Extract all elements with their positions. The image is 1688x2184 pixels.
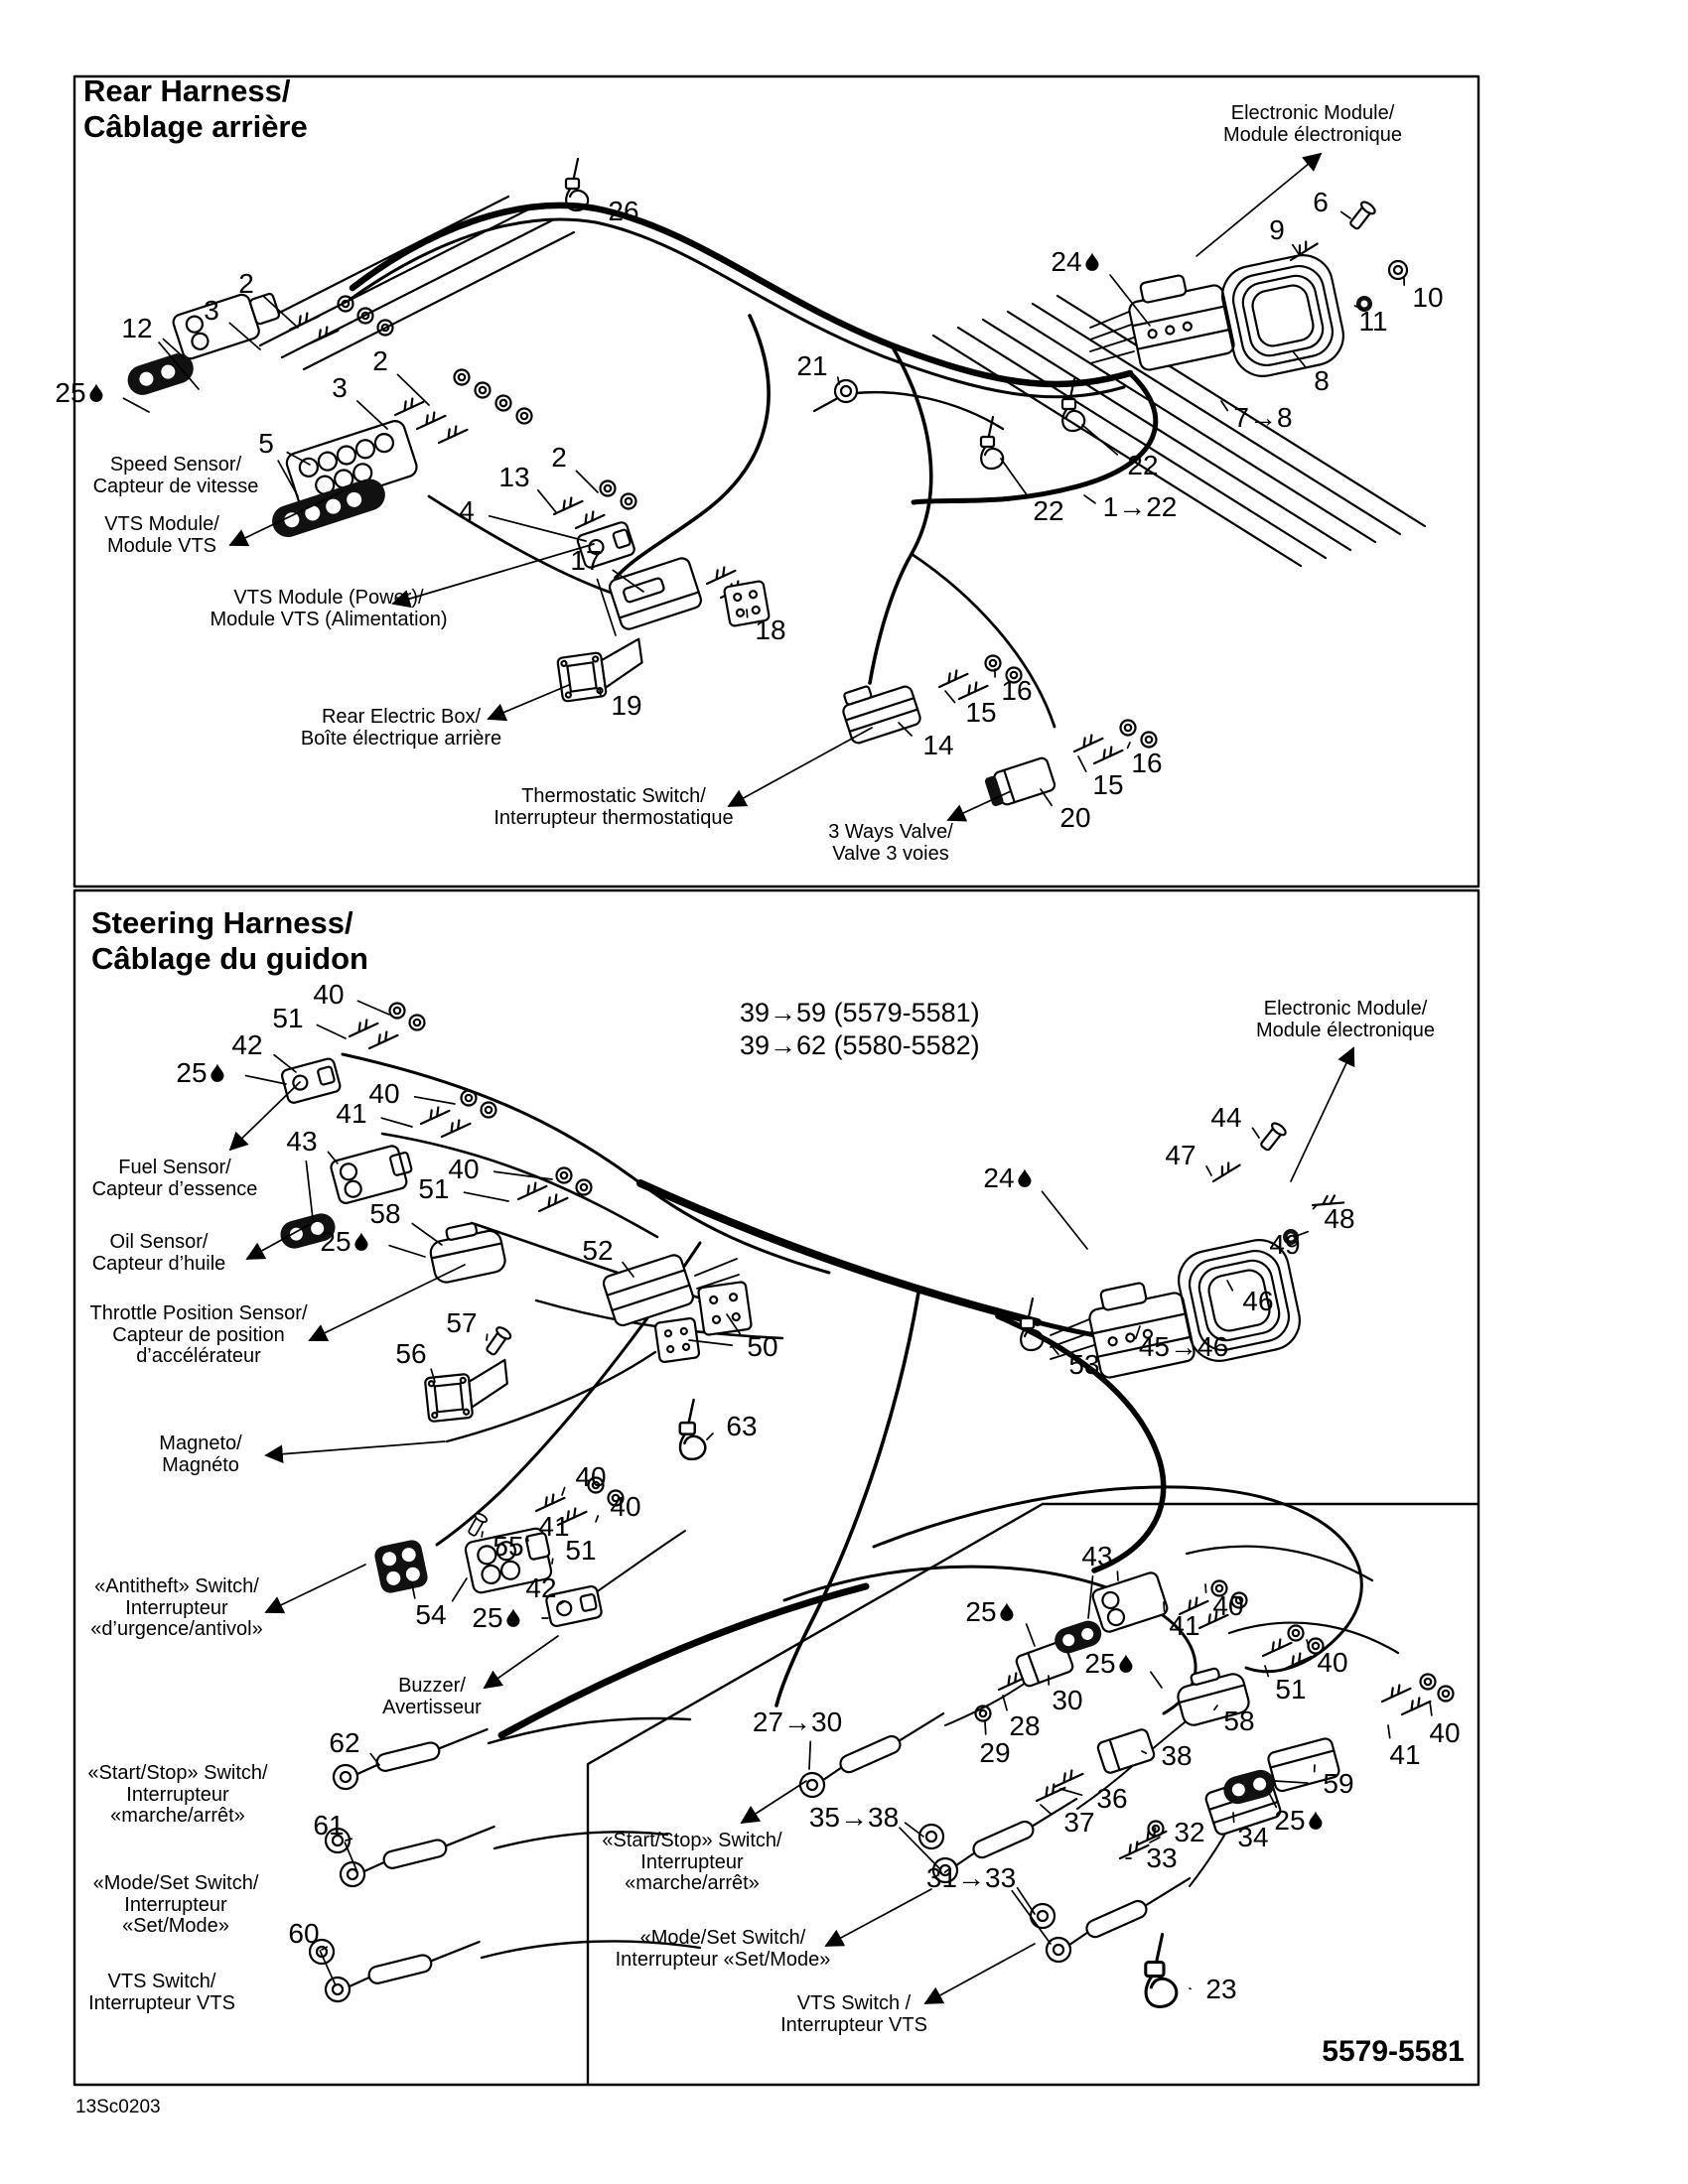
callout-54: 54 bbox=[415, 1599, 447, 1630]
callout-42: 42 bbox=[525, 1572, 557, 1603]
steering-label-oil-sensor: Oil Sensor/ Capteur d’huile bbox=[91, 1231, 226, 1275]
callout-28: 28 bbox=[1009, 1710, 1041, 1741]
callout-6: 6 bbox=[1313, 187, 1329, 217]
callout-2: 2 bbox=[551, 442, 567, 473]
callout-7-to-8: 7→8 bbox=[1233, 402, 1293, 433]
rear-label-vts-module-power: VTS Module (Power)/ Module VTS (Alimentation) bbox=[210, 587, 448, 630]
callout-16: 16 bbox=[1001, 675, 1033, 706]
callout-40: 40 bbox=[1317, 1647, 1348, 1678]
steering-label-mode-set-switch-left: «Mode/Set Switch/ Interrupteur «Set/Mode» bbox=[92, 1872, 259, 1937]
drawing-code: 13Sc0203 bbox=[75, 2097, 161, 2117]
callout-25: 25 bbox=[176, 1059, 224, 1087]
oil-drop-icon bbox=[1085, 251, 1100, 273]
steering-label-start-stop-switch-left: «Start/Stop» Switch/ Interrupteur «marche/arrêt» bbox=[87, 1762, 268, 1827]
oil-drop-icon bbox=[89, 382, 104, 404]
callout-16: 16 bbox=[1131, 748, 1163, 778]
callout-4: 4 bbox=[459, 495, 475, 526]
steering-label-electronic-module: Electronic Module/ Module électronique bbox=[1255, 998, 1436, 1041]
callout-40: 40 bbox=[1212, 1590, 1244, 1621]
callout-18: 18 bbox=[755, 614, 786, 645]
callout-38: 38 bbox=[1161, 1740, 1193, 1771]
callout-25: 25 bbox=[965, 1598, 1014, 1626]
oil-drop-icon bbox=[211, 1062, 225, 1084]
callout-61: 61 bbox=[313, 1810, 345, 1841]
callout-32: 32 bbox=[1174, 1817, 1205, 1847]
steering-label-antitheft-switch: «Antitheft» Switch/ Interrupteur «d’urgence/antivol» bbox=[90, 1575, 263, 1640]
steering-label-fuel-sensor: Fuel Sensor/ Capteur d’essence bbox=[91, 1157, 258, 1200]
callout-13: 13 bbox=[498, 462, 530, 492]
callout-15: 15 bbox=[1092, 769, 1124, 800]
callout-36: 36 bbox=[1096, 1783, 1128, 1814]
oil-drop-icon bbox=[1018, 1167, 1033, 1189]
rear-title-line-fr: Câblage arrière bbox=[83, 109, 308, 144]
callout-23: 23 bbox=[1205, 1974, 1237, 2004]
oil-drop-icon bbox=[354, 1231, 369, 1253]
callout-60: 60 bbox=[288, 1918, 320, 1949]
rear-label-thermostatic-switch: Thermostatic Switch/ Interrupteur thermostatique bbox=[493, 785, 734, 829]
oil-drop-icon bbox=[1000, 1601, 1015, 1623]
callout-1-to-22: 1→22 bbox=[1102, 491, 1178, 522]
callout-5: 5 bbox=[258, 428, 274, 459]
rear-harness-title bbox=[83, 73, 308, 145]
rear-label-rear-electric-box: Rear Electric Box/ Boîte électrique arrière bbox=[300, 706, 502, 750]
rear-label-three-ways-valve: 3 Ways Valve/ Valve 3 voies bbox=[828, 821, 953, 865]
oil-drop-icon bbox=[1119, 1653, 1134, 1675]
callout-19: 19 bbox=[611, 690, 642, 721]
callout-14: 14 bbox=[922, 730, 954, 760]
callout-59: 59 bbox=[1323, 1768, 1354, 1799]
callout-58: 58 bbox=[369, 1198, 401, 1229]
callout-25: 25 bbox=[472, 1604, 520, 1632]
model-number: 5579-5581 bbox=[1322, 2035, 1465, 2068]
callout-51: 51 bbox=[565, 1535, 597, 1566]
callout-49: 49 bbox=[1269, 1229, 1301, 1260]
oil-drop-icon bbox=[1309, 1810, 1324, 1832]
callout-25: 25 bbox=[1274, 1807, 1323, 1835]
callout-40: 40 bbox=[368, 1078, 400, 1109]
callout-46: 46 bbox=[1242, 1286, 1274, 1316]
steering-label-vts-switch-left: VTS Switch/ Interrupteur VTS bbox=[88, 1971, 235, 2014]
variant-note-line-2: 39→62 (5580-5582) bbox=[740, 1030, 980, 1060]
callout-51: 51 bbox=[272, 1003, 304, 1033]
rear-title-line-en: Rear Harness/ bbox=[83, 73, 291, 108]
steering-label-throttle-position-sensor: Throttle Position Sensor/ Capteur de position d’accélérateur bbox=[89, 1302, 308, 1367]
rear-label-vts-module: VTS Module/ Module VTS bbox=[104, 513, 219, 557]
callout-22: 22 bbox=[1033, 495, 1064, 526]
steering-label-buzzer: Buzzer/ Avertisseur bbox=[382, 1675, 482, 1718]
callout-25: 25 bbox=[1084, 1650, 1133, 1678]
callout-55: 55 bbox=[492, 1531, 524, 1562]
callout-3: 3 bbox=[332, 372, 348, 403]
steering-variant-note bbox=[740, 997, 980, 1062]
callout-31-to-33: 31→33 bbox=[925, 1862, 1017, 1893]
callout-24: 24 bbox=[983, 1164, 1032, 1192]
callout-62: 62 bbox=[329, 1727, 360, 1758]
callout-34: 34 bbox=[1237, 1822, 1269, 1852]
callout-50: 50 bbox=[747, 1331, 778, 1362]
callout-45-to-46: 45→46 bbox=[1138, 1331, 1229, 1362]
steering-label-vts-switch-mid: VTS Switch / Interrupteur VTS bbox=[780, 1992, 927, 2036]
callout-21: 21 bbox=[796, 350, 828, 381]
callout-40: 40 bbox=[610, 1491, 641, 1522]
callout-25: 25 bbox=[55, 379, 103, 407]
callout-41: 41 bbox=[1169, 1610, 1200, 1641]
callout-41: 41 bbox=[1389, 1739, 1421, 1770]
callout-56: 56 bbox=[395, 1338, 427, 1369]
steering-label-start-stop-switch-mid: «Start/Stop» Switch/ Interrupteur «marche/arrêt» bbox=[602, 1830, 782, 1894]
steering-label-magneto: Magneto/ Magnéto bbox=[159, 1433, 242, 1476]
callout-51: 51 bbox=[1275, 1674, 1307, 1705]
callout-15: 15 bbox=[965, 697, 997, 728]
callout-17: 17 bbox=[570, 545, 602, 576]
variant-note-line-1: 39→59 (5579-5581) bbox=[740, 998, 980, 1027]
steering-title-line-fr: Câblage du guidon bbox=[91, 941, 368, 976]
callout-30: 30 bbox=[1052, 1685, 1083, 1715]
callout-24: 24 bbox=[1051, 248, 1099, 276]
steering-harness-title bbox=[91, 905, 368, 977]
rear-label-speed-sensor: Speed Sensor/ Capteur de vitesse bbox=[92, 454, 259, 497]
callout-41: 41 bbox=[538, 1511, 570, 1542]
callout-37: 37 bbox=[1063, 1807, 1095, 1838]
callout-53: 53 bbox=[1068, 1349, 1100, 1380]
callout-41: 41 bbox=[336, 1098, 367, 1129]
rear-label-electronic-module: Electronic Module/ Module électronique bbox=[1222, 102, 1403, 146]
callout-57: 57 bbox=[446, 1307, 478, 1338]
callout-44: 44 bbox=[1210, 1102, 1242, 1133]
callout-63: 63 bbox=[726, 1411, 758, 1441]
callout-42: 42 bbox=[231, 1029, 263, 1060]
callout-43: 43 bbox=[1081, 1541, 1113, 1571]
callout-47: 47 bbox=[1165, 1140, 1196, 1170]
callout-25: 25 bbox=[320, 1228, 368, 1256]
callout-51: 51 bbox=[418, 1173, 450, 1204]
callout-40: 40 bbox=[448, 1154, 480, 1184]
callout-2: 2 bbox=[372, 345, 388, 376]
callout-33: 33 bbox=[1146, 1843, 1178, 1873]
callout-48: 48 bbox=[1324, 1203, 1355, 1234]
callout-22: 22 bbox=[1127, 450, 1159, 480]
callout-35-to-38: 35→38 bbox=[808, 1802, 900, 1833]
callout-26: 26 bbox=[608, 196, 639, 226]
callout-9: 9 bbox=[1269, 214, 1285, 245]
steering-title-line-en: Steering Harness/ bbox=[91, 905, 353, 940]
callout-29: 29 bbox=[979, 1737, 1011, 1768]
callout-10: 10 bbox=[1412, 282, 1444, 313]
callout-20: 20 bbox=[1059, 802, 1091, 833]
steering-label-mode-set-switch-mid: «Mode/Set Switch/ Interrupteur «Set/Mode» bbox=[615, 1927, 831, 1971]
callout-52: 52 bbox=[582, 1235, 614, 1266]
callout-43: 43 bbox=[286, 1126, 318, 1157]
callout-27-to-30: 27→30 bbox=[752, 1706, 843, 1737]
callout-11: 11 bbox=[1358, 306, 1388, 337]
callout-12: 12 bbox=[121, 313, 153, 343]
callout-40: 40 bbox=[575, 1461, 607, 1492]
callout-40: 40 bbox=[1429, 1717, 1461, 1748]
callout-3: 3 bbox=[204, 295, 219, 326]
callout-40: 40 bbox=[313, 979, 345, 1010]
callout-8: 8 bbox=[1314, 365, 1330, 396]
callout-2: 2 bbox=[238, 268, 254, 299]
oil-drop-icon bbox=[506, 1607, 521, 1629]
callout-58: 58 bbox=[1223, 1706, 1255, 1736]
